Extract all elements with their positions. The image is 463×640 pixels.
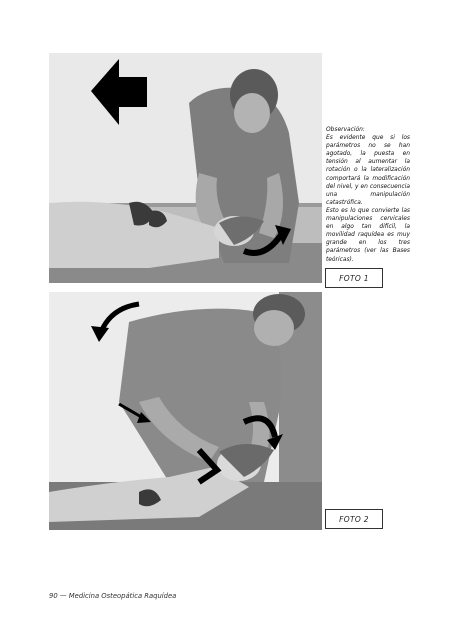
photo-2-image (49, 292, 322, 530)
photo-2 (49, 292, 322, 530)
photo-2-caption: FOTO 2 (325, 509, 383, 529)
observation-paragraph-2: Esto es lo que convierte las manipulaciones cervicales en algo tan difícil, la movilidad raquídea es muy grande en los tres parámetros (ver las Bases teóricas). (326, 207, 410, 263)
observation-text (326, 126, 410, 264)
photo-1-caption: FOTO 1 (325, 268, 383, 288)
page-footer: 90 — Medicina Osteopática Raquídea (49, 592, 177, 600)
photo-1 (49, 53, 322, 283)
observation-title: Observación: (326, 127, 365, 133)
observation-paragraph-1: Es evidente que si los parámetros no se han agotado, la puesta en tensión al aumentar la rotación o la lateralización comportará la modificación del nivel, y en consecuencia una manipulación catastrófica. (326, 135, 410, 206)
photo-1-image (49, 53, 322, 283)
